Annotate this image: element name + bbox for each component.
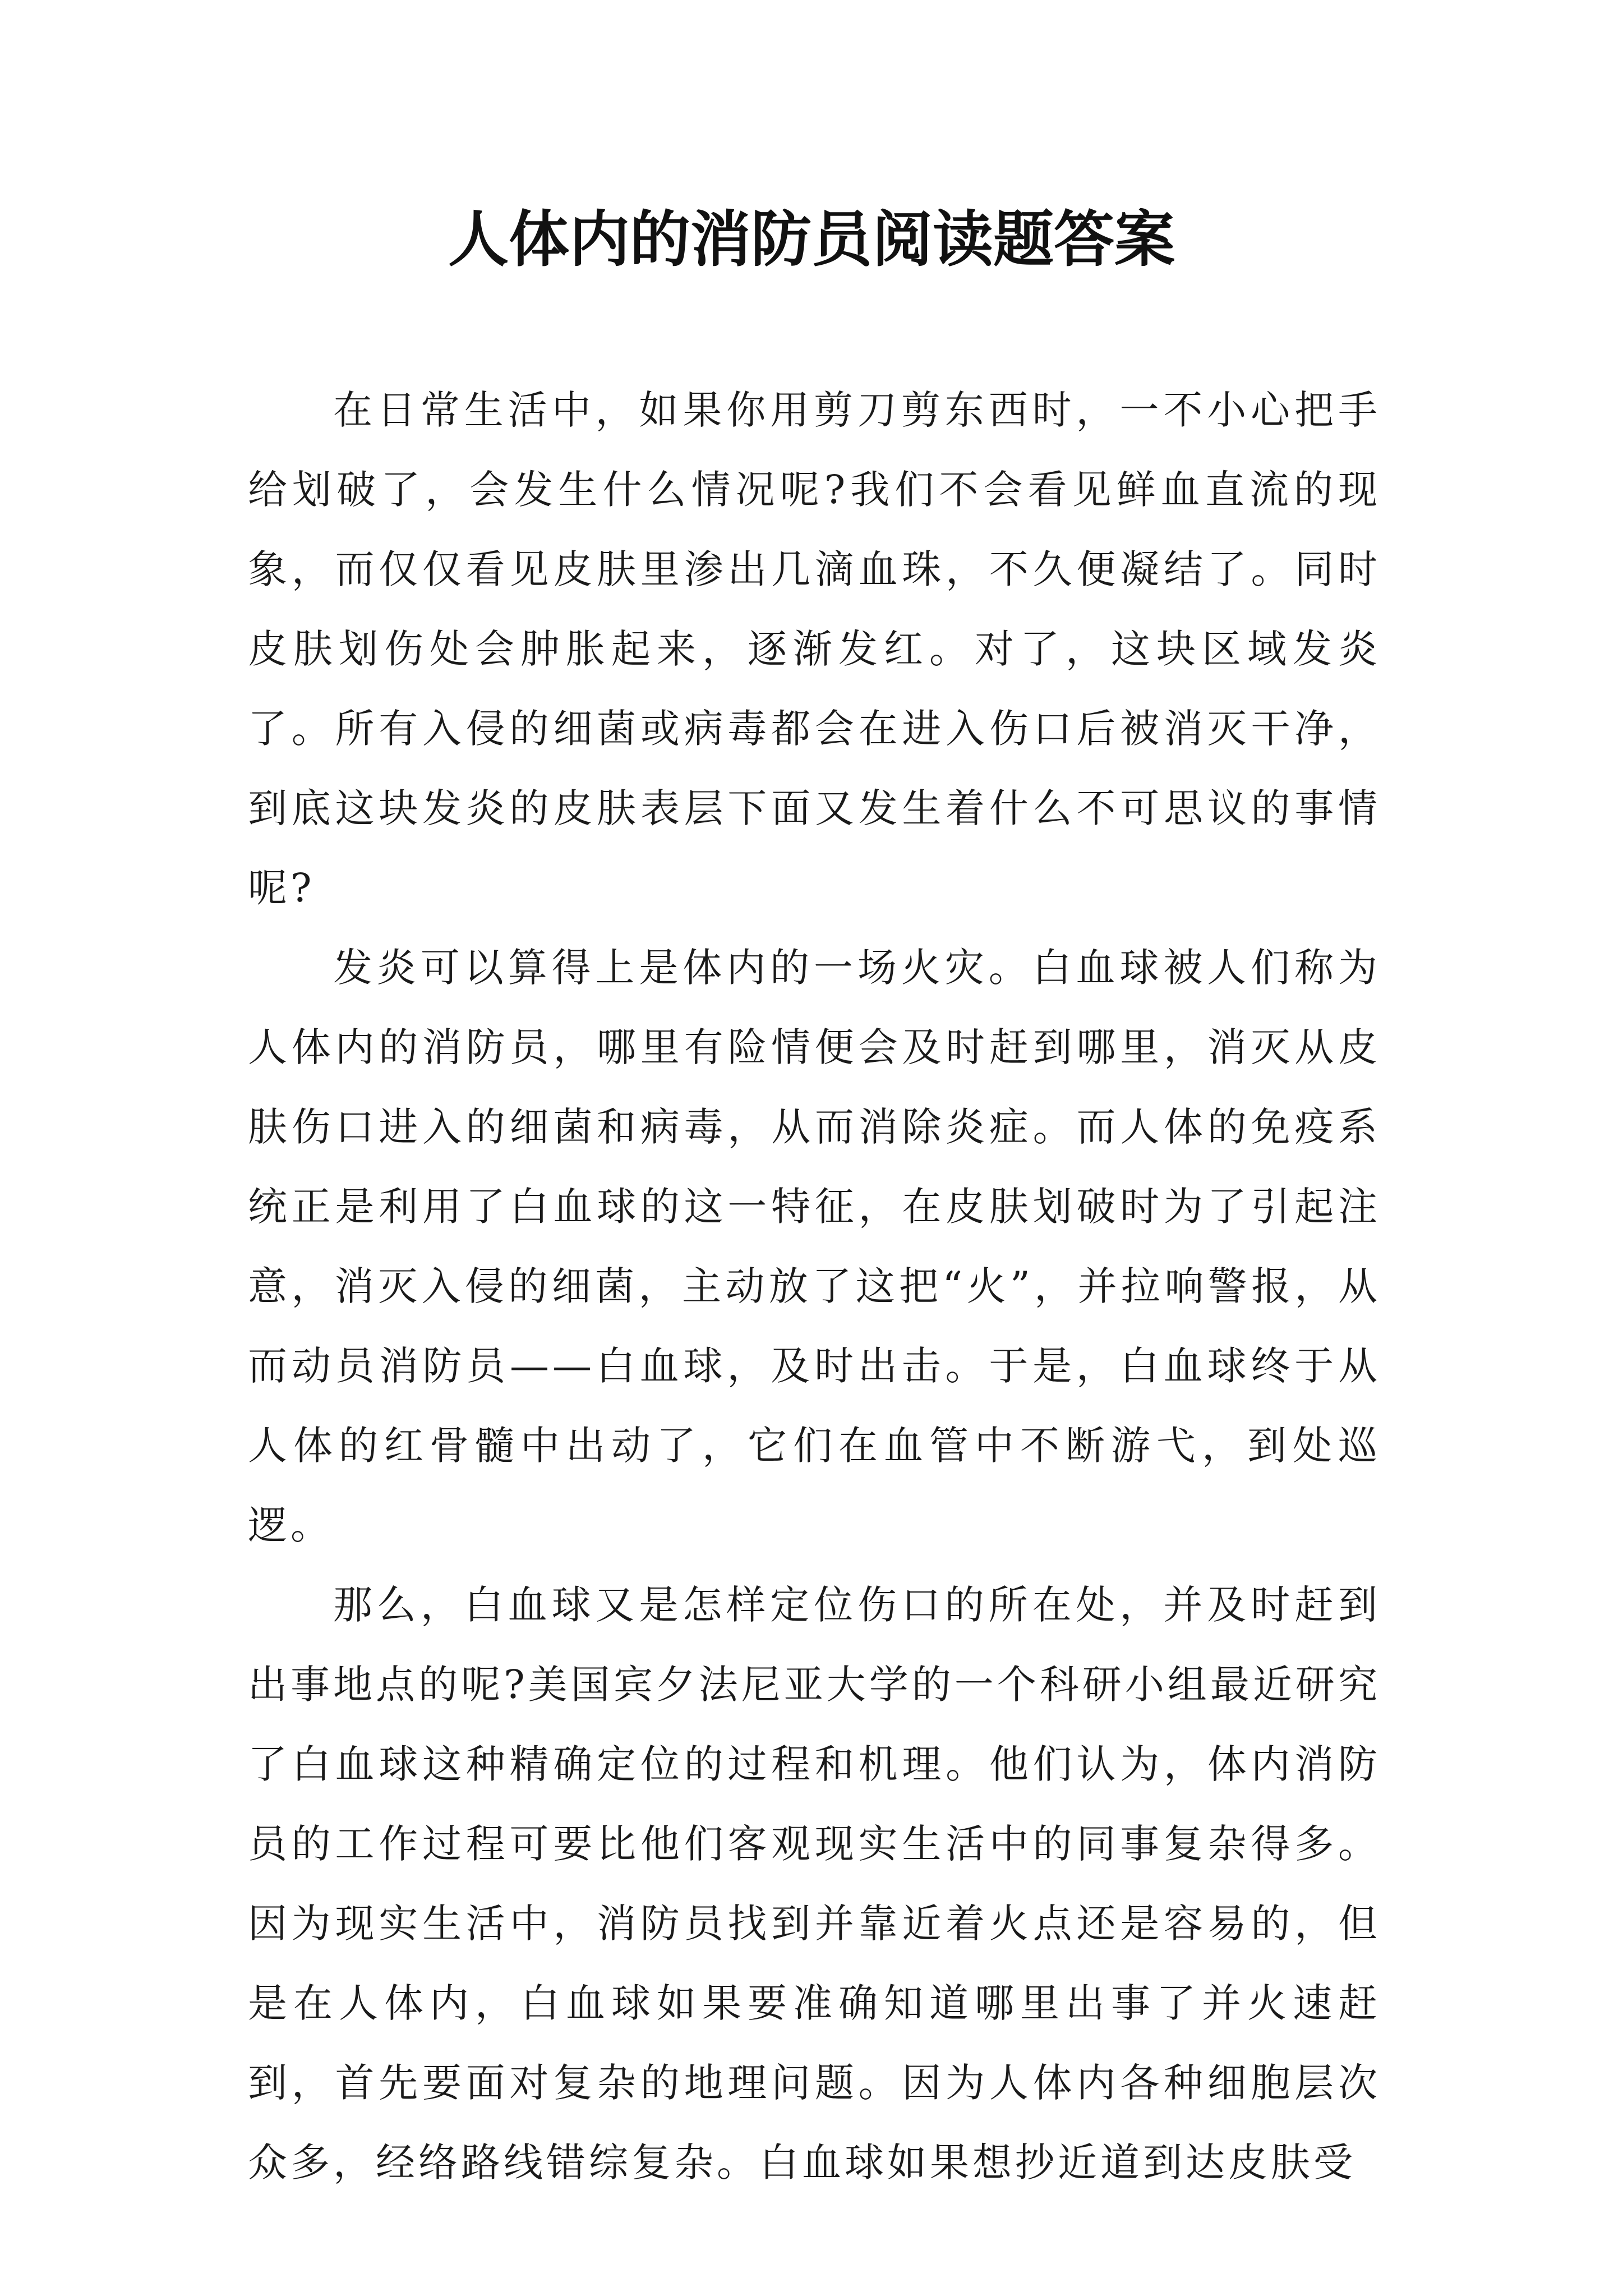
document-body [248,370,1381,2202]
paragraph-2: 发炎可以算得上是体内的一场火灾。白血球被人们称为人体内的消防员，哪里有险情便会及时赶到哪里，消灭从皮肤伤口进入的细菌和病毒，从而消除炎症。而人体的免疫系统正是利用了白血球的这一特征，在皮肤划破时为了引起注意，消灭入侵的细菌，主动放了这把“火”，并拉响警报，从而动员消防员——白血球，及时出击。于是，白血球终于从人体的红骨髓中出动了，它们在血管中不断游弋，到处巡逻。 [248,945,1381,1548]
paragraph-1: 在日常生活中，如果你用剪刀剪东西时，一不小心把手给划破了，会发生什么情况呢?我们不会看见鲜血直流的现象，而仅仅看见皮肤里渗出几滴血珠，不久便凝结了。同时皮肤划伤处会肿胀起来，逐渐发红。对了，这块区域发炎了。所有入侵的细菌或病毒都会在进入伤口后被消灭干净，到底这块发炎的皮肤表层下面又发生着什么不可思议的事情呢? [248,387,1381,911]
paragraph-3: 那么，白血球又是怎样定位伤口的所在处，并及时赶到出事地点的呢?美国宾夕法尼亚大学的一个科研小组最近研究了白血球这种精确定位的过程和机理。他们认为，体内消防员的工作过程可要比他们客观现实生活中的同事复杂得多。因为现实生活中，消防员找到并靠近着火点还是容易的，但是在人体内，白血球如果要准确知道哪里出事了并火速赶到，首先要面对复杂的地理问题。因为人体内各种细胞层次众多，经络路线错综复杂。白血球如果想抄近道到达皮肤受 [248,1582,1381,2185]
document-title: 人体内的消防员阅读题答案 [448,204,1175,275]
